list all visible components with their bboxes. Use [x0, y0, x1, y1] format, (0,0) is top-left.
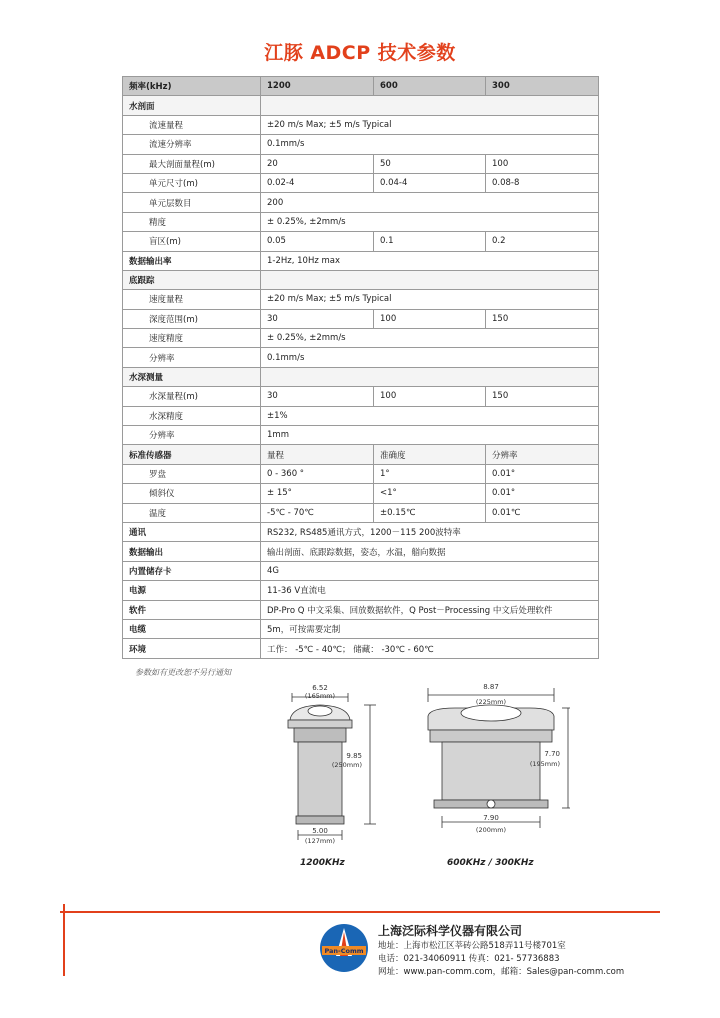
table-row — [123, 522, 599, 541]
row-label: 速度量程 — [123, 290, 261, 309]
table-row — [123, 212, 599, 231]
row-value: 0.01° — [486, 464, 599, 483]
row-label: 软件 — [123, 600, 261, 619]
table-row — [123, 290, 599, 309]
table-row — [123, 309, 599, 328]
row-label: 数据输出 — [123, 542, 261, 561]
row-value: 100 — [374, 387, 486, 406]
row-value: DP-Pro Q 中文采集、回放数据软件，Q Post－Processing 中文后处理软件 — [261, 600, 599, 619]
table-row — [123, 561, 599, 580]
table-row — [123, 193, 599, 212]
row-value: ±1% — [261, 406, 599, 425]
row-value: 100 — [374, 309, 486, 328]
table-header-cell: 300 — [486, 77, 599, 96]
row-value — [261, 270, 599, 289]
table-row — [123, 387, 599, 406]
row-value: 11-36 V直流电 — [261, 581, 599, 600]
row-value: 1° — [374, 464, 486, 483]
row-value: ± 0.25%, ±2mm/s — [261, 329, 599, 348]
row-label: 分辨率 — [123, 348, 261, 367]
dim-600-top-mm: (225mm) — [475, 698, 507, 706]
footer-corner-mark — [63, 904, 65, 976]
row-value: 0.01℃ — [486, 503, 599, 522]
table-row — [123, 445, 599, 464]
company-phone: 电话：021-34060911 传真：021- 57736883 — [378, 954, 560, 964]
row-label: 水深量程(m) — [123, 387, 261, 406]
row-value: 0 - 360 ° — [261, 464, 374, 483]
company-name: 上海泛际科学仪器有限公司 — [378, 924, 523, 938]
row-value: 1mm — [261, 426, 599, 445]
row-label: 精度 — [123, 212, 261, 231]
row-value: 0.2 — [486, 232, 599, 251]
dim-600-top: 8.87 — [483, 683, 499, 691]
company-logo — [318, 922, 370, 974]
table-header-row — [123, 77, 599, 96]
dim-600-height-mm: (195mm) — [529, 760, 560, 768]
spec-table — [122, 76, 599, 659]
row-label: 罗盘 — [123, 464, 261, 483]
row-label: 盲区(m) — [123, 232, 261, 251]
caption-600khz: 600KHz / 300KHz — [447, 858, 534, 868]
row-value: 0.02-4 — [261, 173, 374, 192]
table-header-cell: 600 — [374, 77, 486, 96]
dimension-drawings — [270, 680, 570, 880]
table-row — [123, 96, 599, 115]
row-label: 倾斜仪 — [123, 484, 261, 503]
table-row — [123, 329, 599, 348]
row-value: 150 — [486, 387, 599, 406]
table-header-cell: 1200 — [261, 77, 374, 96]
table-row — [123, 251, 599, 270]
dim-600-bottom: 7.90 — [483, 814, 499, 822]
row-label: 流速量程 — [123, 115, 261, 134]
row-value: 0.01° — [486, 484, 599, 503]
row-value: 分辨率 — [486, 445, 599, 464]
table-row — [123, 135, 599, 154]
row-label: 水剖面 — [123, 96, 261, 115]
row-value: ± 15° — [261, 484, 374, 503]
table-row — [123, 581, 599, 600]
row-value: 0.08-8 — [486, 173, 599, 192]
dim-1200-height: 9.85 — [346, 752, 362, 760]
dim-1200-top-mm: (165mm) — [304, 692, 336, 700]
company-web: 网址：www.pan-comm.com，邮箱：Sales@pan-comm.com — [378, 967, 625, 977]
table-row — [123, 484, 599, 503]
row-value: 4G — [261, 561, 599, 580]
row-value: ±0.15℃ — [374, 503, 486, 522]
row-value: -5℃ - 70℃ — [261, 503, 374, 522]
row-label: 水深测量 — [123, 367, 261, 386]
row-value: 0.1 — [374, 232, 486, 251]
row-value: 准确度 — [374, 445, 486, 464]
row-label: 分辨率 — [123, 426, 261, 445]
table-row — [123, 503, 599, 522]
row-label: 电缆 — [123, 619, 261, 638]
table-row — [123, 406, 599, 425]
row-value: RS232, RS485通讯方式，1200－115 200波特率 — [261, 522, 599, 541]
row-label: 通讯 — [123, 522, 261, 541]
table-row — [123, 173, 599, 192]
row-value: 20 — [261, 154, 374, 173]
table-row — [123, 426, 599, 445]
caption-1200khz: 1200KHz — [300, 858, 345, 868]
dim-1200-top: 6.52 — [312, 684, 328, 692]
dim-600-bottom-mm: (200mm) — [475, 826, 507, 834]
row-label: 流速分辨率 — [123, 135, 261, 154]
table-header-cell: 频率(kHz) — [123, 77, 261, 96]
dim-1200-bottom-mm: (127mm) — [304, 837, 336, 845]
disclaimer-note: 参数如有更改恕不另行通知 — [135, 668, 231, 677]
row-label: 数据输出率 — [123, 251, 261, 270]
row-label: 底跟踪 — [123, 270, 261, 289]
row-label: 温度 — [123, 503, 261, 522]
row-value: 0.05 — [261, 232, 374, 251]
row-value: 0.1mm/s — [261, 135, 599, 154]
row-value: <1° — [374, 484, 486, 503]
table-row — [123, 154, 599, 173]
row-label: 深度范围(m) — [123, 309, 261, 328]
row-value: 量程 — [261, 445, 374, 464]
table-row — [123, 600, 599, 619]
dim-600-height: 7.70 — [544, 750, 560, 758]
row-value: 0.1mm/s — [261, 348, 599, 367]
row-value: 200 — [261, 193, 599, 212]
row-value: 50 — [374, 154, 486, 173]
footer-divider — [60, 911, 660, 913]
table-row — [123, 619, 599, 638]
row-value: 30 — [261, 309, 374, 328]
row-value: 150 — [486, 309, 599, 328]
page-title: 江豚 ADCP 技术参数 — [264, 42, 456, 64]
table-row — [123, 542, 599, 561]
logo-text: Pan-Comm — [324, 947, 364, 955]
row-value: 30 — [261, 387, 374, 406]
row-value: 1-2Hz, 10Hz max — [261, 251, 599, 270]
row-label: 电源 — [123, 581, 261, 600]
row-label: 内置储存卡 — [123, 561, 261, 580]
row-value — [261, 367, 599, 386]
row-label: 单元层数目 — [123, 193, 261, 212]
row-value: 5m，可按需要定制 — [261, 619, 599, 638]
dim-1200-height-mm: (250mm) — [331, 761, 362, 769]
row-label: 环境 — [123, 639, 261, 658]
table-row — [123, 639, 599, 658]
row-value — [261, 96, 599, 115]
table-row — [123, 464, 599, 483]
row-value: 工作： -5℃ - 40℃； 储藏： -30℃ - 60℃ — [261, 639, 599, 658]
dim-1200-bottom: 5.00 — [312, 827, 328, 835]
row-label: 最大剖面量程(m) — [123, 154, 261, 173]
drawing-600khz — [428, 688, 570, 828]
table-row — [123, 367, 599, 386]
row-value: 100 — [486, 154, 599, 173]
table-row — [123, 232, 599, 251]
table-row — [123, 270, 599, 289]
row-label: 速度精度 — [123, 329, 261, 348]
row-value: 输出剖面、底跟踪数据，姿态，水温，艏向数据 — [261, 542, 599, 561]
row-label: 标准传感器 — [123, 445, 261, 464]
row-label: 水深精度 — [123, 406, 261, 425]
row-value: ± 0.25%, ±2mm/s — [261, 212, 599, 231]
company-address: 地址：上海市松江区莘砖公路518弄11号楼701室 — [378, 941, 566, 951]
row-value: ±20 m/s Max; ±5 m/s Typical — [261, 290, 599, 309]
row-value: ±20 m/s Max; ±5 m/s Typical — [261, 115, 599, 134]
table-row — [123, 348, 599, 367]
row-label: 单元尺寸(m) — [123, 173, 261, 192]
table-row — [123, 115, 599, 134]
row-value: 0.04-4 — [374, 173, 486, 192]
